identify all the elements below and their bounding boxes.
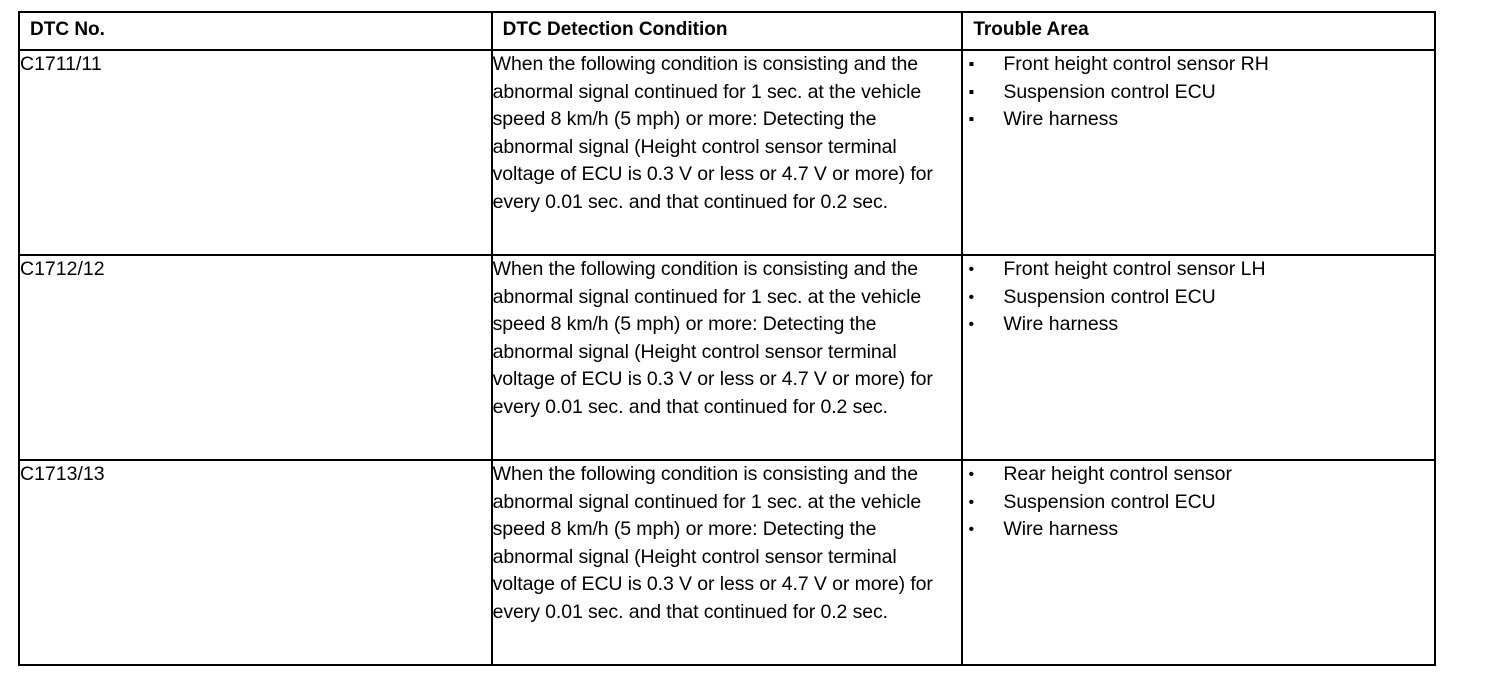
dtc-number-cell: C1711/11 <box>19 50 492 255</box>
table-row <box>19 255 1435 460</box>
trouble-area-item <box>963 79 1434 107</box>
detection-condition-text: When the following condition is consisting and the abnormal signal continued for 1 sec. at the vehicle speed 8 km/h (5 mph) or more: Detecting the abnormal signal (Height control sensor terminal voltage of ECU is 0.3 V or less or 4.7 V or more) for every 0.01 sec. and that continued for 0.2 sec. <box>492 53 933 213</box>
trouble-area-label: Wire harness <box>1003 518 1119 541</box>
bullet-icon: ▪ <box>968 56 975 73</box>
bullet-icon: • <box>968 288 975 306</box>
trouble-area-item <box>963 284 1434 312</box>
bullet-icon: • <box>968 466 975 483</box>
trouble-area-cell <box>962 50 1435 255</box>
trouble-area-item <box>963 51 1434 79</box>
header-dtc-no: DTC No. <box>19 12 492 50</box>
detection-condition-cell <box>492 460 963 665</box>
table-row <box>19 460 1435 665</box>
header-row <box>19 12 1435 50</box>
trouble-area-label: Wire harness <box>1003 313 1119 336</box>
dtc-number-cell: C1713/13 <box>19 460 492 665</box>
trouble-area-item <box>963 516 1434 544</box>
trouble-area-list <box>963 256 1434 339</box>
trouble-area-label: Rear height control sensor <box>1003 463 1233 485</box>
detection-condition-text: When the following condition is consisting and the abnormal signal continued for 1 sec. at the vehicle speed 8 km/h (5 mph) or more: Detecting the abnormal signal (Height control sensor terminal voltage of ECU is 0.3 V or less or 4.7 V or more) for every 0.01 sec. and that continued for 0.2 sec. <box>492 463 933 623</box>
trouble-area-label: Wire harness <box>1003 108 1119 131</box>
table-body <box>19 50 1435 665</box>
bullet-icon: ▪ <box>968 111 975 129</box>
bullet-icon: • <box>968 261 975 278</box>
trouble-area-item <box>963 489 1434 517</box>
detection-condition-text: When the following condition is consisting and the abnormal signal continued for 1 sec. at the vehicle speed 8 km/h (5 mph) or more: Detecting the abnormal signal (Height control sensor terminal voltage of ECU is 0.3 V or less or 4.7 V or more) for every 0.01 sec. and that continued for 0.2 sec. <box>492 258 933 418</box>
detection-condition-cell <box>492 255 963 460</box>
bullet-icon: • <box>968 493 975 511</box>
dtc-table <box>18 11 1436 666</box>
table-row <box>19 50 1435 255</box>
trouble-area-label: Front height control sensor LH <box>1003 258 1266 280</box>
table-header <box>19 12 1435 50</box>
trouble-area-item <box>963 461 1434 489</box>
detection-condition-cell <box>492 50 963 255</box>
trouble-area-list <box>963 51 1434 134</box>
trouble-area-label: Suspension control ECU <box>1003 285 1216 308</box>
header-detection-condition: DTC Detection Condition <box>492 12 963 50</box>
trouble-area-item <box>963 106 1434 134</box>
bullet-icon: • <box>968 521 975 539</box>
trouble-area-list <box>963 461 1434 544</box>
header-trouble-area: Trouble Area <box>962 12 1435 50</box>
dtc-number-cell: C1712/12 <box>19 255 492 460</box>
trouble-area-item <box>963 311 1434 339</box>
bullet-icon: ▪ <box>968 83 975 101</box>
trouble-area-label: Suspension control ECU <box>1003 80 1216 103</box>
trouble-area-item <box>963 256 1434 284</box>
trouble-area-cell <box>962 460 1435 665</box>
bullet-icon: • <box>968 316 975 334</box>
trouble-area-cell <box>962 255 1435 460</box>
trouble-area-label: Suspension control ECU <box>1003 490 1216 513</box>
trouble-area-label: Front height control sensor RH <box>1003 53 1269 75</box>
